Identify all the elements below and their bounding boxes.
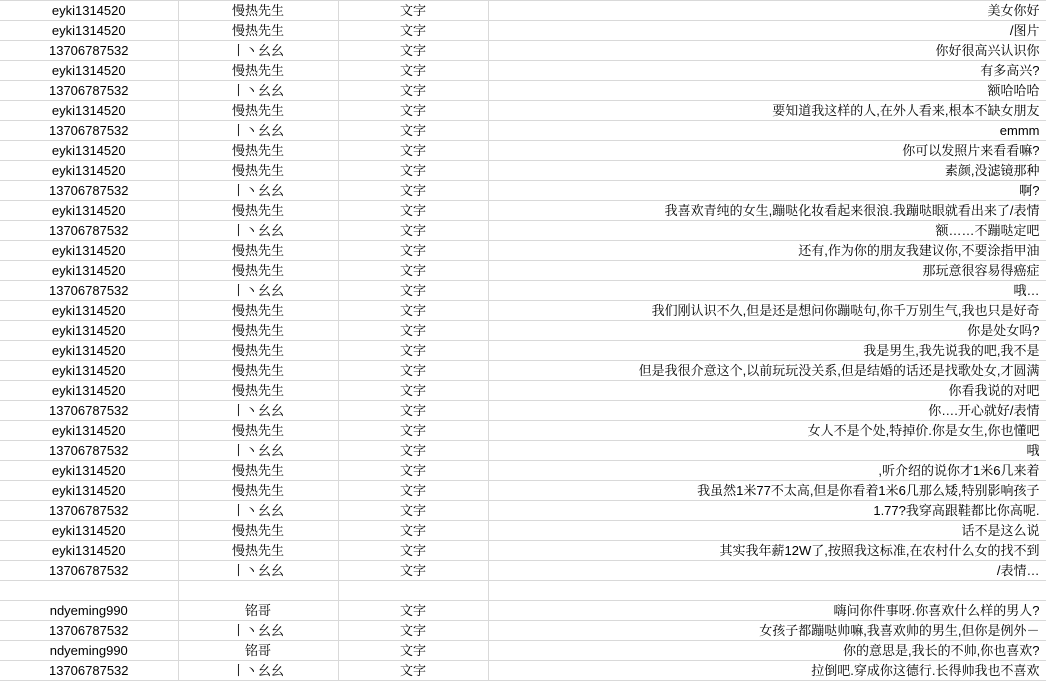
table-cell-nickname: 慢热先生 [178,61,338,81]
table-cell-message-text: emmm [488,121,1046,141]
table-cell-nickname: 慢热先生 [178,301,338,321]
table-cell-nickname: 慢热先生 [178,141,338,161]
table-cell-message-text: 你….开心就好/表情 [488,401,1046,421]
table-cell-message-type: 文字 [338,61,488,81]
table-row [0,541,1046,561]
table-row [0,41,1046,61]
table-cell-nickname: 丨丶幺幺 [178,181,338,201]
table-row [0,421,1046,441]
table-cell-account-id: 13706787532 [0,221,178,241]
table-cell-message-text: 嗨问你件事呀.你喜欢什么样的男人? [488,601,1046,621]
table-row [0,481,1046,501]
table-cell-account-id: eyki1314520 [0,1,178,21]
table-cell-account-id: eyki1314520 [0,421,178,441]
table-cell-message-type: 文字 [338,481,488,501]
table-cell-message-type: 文字 [338,281,488,301]
table-cell-message-text: 我喜欢青纯的女生,蹦哒化妆看起来很浪.我蹦哒眼就看出来了/表情 [488,201,1046,221]
table-cell-message-type: 文字 [338,601,488,621]
table-cell-nickname: 慢热先生 [178,461,338,481]
table-cell-nickname: 慢热先生 [178,381,338,401]
table-cell-message-type: 文字 [338,341,488,361]
table-cell-message-type: 文字 [338,201,488,221]
table-cell-nickname: 慢热先生 [178,261,338,281]
table-cell-account-id: eyki1314520 [0,201,178,221]
table-cell-message-type: 文字 [338,21,488,41]
table-row [0,101,1046,121]
table-cell-nickname: 慢热先生 [178,361,338,381]
table-cell-nickname: 丨丶幺幺 [178,561,338,581]
table-cell-nickname: 丨丶幺幺 [178,281,338,301]
table-cell-account-id: eyki1314520 [0,481,178,501]
table-row [0,661,1046,681]
table-cell-message-text: 素颜,没滤镜那种 [488,161,1046,181]
table-row [0,281,1046,301]
table-cell-message-type: 文字 [338,401,488,421]
table-cell-account-id: eyki1314520 [0,461,178,481]
table-cell-nickname: 慢热先生 [178,521,338,541]
table-cell-message-text: ,听介绍的说你才1米6几来着 [488,461,1046,481]
table-cell-message-text: 美女你好 [488,1,1046,21]
table-cell-nickname: 慢热先生 [178,1,338,21]
table-cell-message-type: 文字 [338,321,488,341]
table-cell-message-text: 拉倒吧.穿成你这德行.长得帅我也不喜欢 [488,661,1046,681]
table-cell-message-text: 你可以发照片来看看嘛? [488,141,1046,161]
table-cell-message-text: /表情… [488,561,1046,581]
table-cell-message-text: 我们刚认识不久,但是还是想问你蹦哒句,你千万别生气,我也只是好奇 [488,301,1046,321]
table-cell-nickname: 丨丶幺幺 [178,221,338,241]
table-cell-account-id: eyki1314520 [0,541,178,561]
table-cell-account-id: 13706787532 [0,621,178,641]
table-cell-message-type: 文字 [338,441,488,461]
table-row [0,181,1046,201]
table-cell-message-text: 我是男生,我先说我的吧,我不是 [488,341,1046,361]
table-cell-nickname: 慢热先生 [178,321,338,341]
table-row [0,201,1046,221]
table-cell-message-type: 文字 [338,381,488,401]
table-cell-account-id: eyki1314520 [0,161,178,181]
table-cell-account-id: eyki1314520 [0,521,178,541]
table-cell-message-type: 文字 [338,121,488,141]
table-cell-account-id: eyki1314520 [0,381,178,401]
table-cell-account-id: ndyeming990 [0,601,178,621]
table-row [0,141,1046,161]
table-cell-message-text: 你看我说的对吧 [488,381,1046,401]
table-cell-nickname: 丨丶幺幺 [178,121,338,141]
table-row [0,301,1046,321]
table-cell-nickname: 铭哥 [178,601,338,621]
table-cell-message-text: 你好很高兴认识你 [488,41,1046,61]
table-cell-message-text: 哦… [488,281,1046,301]
table-cell-message-type: 文字 [338,101,488,121]
table-cell-account-id: 13706787532 [0,441,178,461]
table-row [0,61,1046,81]
table-cell-account-id: 13706787532 [0,501,178,521]
table-cell-nickname: 丨丶幺幺 [178,41,338,61]
table-row [0,241,1046,261]
table-cell-message-text: 话不是这么说 [488,521,1046,541]
table-cell-message-text: 1.77?我穿高跟鞋都比你高呢. [488,501,1046,521]
table-cell-empty [178,581,338,601]
table-row [0,361,1046,381]
table-cell-nickname: 丨丶幺幺 [178,441,338,461]
table-cell-message-type: 文字 [338,561,488,581]
table-cell-message-type: 文字 [338,41,488,61]
table-cell-account-id: eyki1314520 [0,241,178,261]
table-cell-nickname: 慢热先生 [178,161,338,181]
table-row [0,601,1046,621]
table-row [0,81,1046,101]
table-cell-nickname: 丨丶幺幺 [178,661,338,681]
table-cell-account-id: 13706787532 [0,401,178,421]
table-cell-empty [338,581,488,601]
table-cell-message-type: 文字 [338,221,488,241]
table-cell-empty [488,581,1046,601]
table-cell-empty [0,581,178,601]
table-cell-message-text: 额……不蹦哒定吧 [488,221,1046,241]
table-cell-message-text: 那玩意很容易得癌症 [488,261,1046,281]
table-cell-account-id: eyki1314520 [0,21,178,41]
table-cell-nickname: 慢热先生 [178,21,338,41]
table-cell-message-type: 文字 [338,301,488,321]
table-cell-account-id: eyki1314520 [0,301,178,321]
table-cell-account-id: eyki1314520 [0,61,178,81]
table-row [0,21,1046,41]
table-cell-message-type: 文字 [338,141,488,161]
table-row [0,441,1046,461]
table-row [0,321,1046,341]
table-cell-message-text: 有多高兴? [488,61,1046,81]
table-cell-nickname: 慢热先生 [178,341,338,361]
table-cell-message-type: 文字 [338,421,488,441]
table-cell-account-id: eyki1314520 [0,321,178,341]
table-cell-message-type: 文字 [338,661,488,681]
table-row [0,621,1046,641]
table-cell-account-id: 13706787532 [0,281,178,301]
table-cell-message-text: 哦 [488,441,1046,461]
table-cell-account-id: eyki1314520 [0,261,178,281]
table-row [0,521,1046,541]
table-cell-account-id: eyki1314520 [0,361,178,381]
table-cell-message-text: 你是处女吗? [488,321,1046,341]
table-row [0,161,1046,181]
table-row [0,261,1046,281]
chat-log-body [0,1,1046,681]
table-cell-message-text: 要知道我这样的人,在外人看来,根本不缺女朋友 [488,101,1046,121]
table-cell-message-type: 文字 [338,181,488,201]
table-cell-nickname: 慢热先生 [178,201,338,221]
table-cell-message-type: 文字 [338,361,488,381]
table-cell-message-type: 文字 [338,161,488,181]
table-cell-message-text: 但是我很介意这个,以前玩玩没关系,但是结婚的话还是找歌处女,才圆满 [488,361,1046,381]
table-cell-message-type: 文字 [338,501,488,521]
table-cell-account-id: ndyeming990 [0,641,178,661]
table-cell-nickname: 丨丶幺幺 [178,401,338,421]
table-cell-message-type: 文字 [338,261,488,281]
table-row [0,1,1046,21]
table-cell-message-text: 女人不是个处,特掉价.你是女生,你也懂吧 [488,421,1046,441]
table-cell-message-text: 你的意思是,我长的不帅,你也喜欢? [488,641,1046,661]
table-row-spacer [0,581,1046,601]
table-cell-nickname: 慢热先生 [178,421,338,441]
table-cell-message-type: 文字 [338,81,488,101]
table-cell-nickname: 丨丶幺幺 [178,81,338,101]
table-row [0,501,1046,521]
table-cell-account-id: 13706787532 [0,561,178,581]
table-cell-message-type: 文字 [338,541,488,561]
table-cell-message-type: 文字 [338,1,488,21]
table-row [0,121,1046,141]
table-cell-message-text: 我虽然1米77不太高,但是你看着1米6几那么矮,特别影响孩子 [488,481,1046,501]
table-cell-account-id: 13706787532 [0,81,178,101]
table-cell-nickname: 慢热先生 [178,541,338,561]
table-cell-account-id: eyki1314520 [0,101,178,121]
table-cell-message-type: 文字 [338,521,488,541]
table-cell-message-text: 其实我年薪12W了,按照我这标准,在农村什么女的找不到 [488,541,1046,561]
table-cell-message-type: 文字 [338,621,488,641]
table-cell-message-text: 还有,作为你的朋友我建议你,不要涂指甲油 [488,241,1046,261]
table-cell-account-id: 13706787532 [0,181,178,201]
table-cell-message-text: 女孩子都蹦哒帅嘛,我喜欢帅的男生,但你是例外－ [488,621,1046,641]
table-cell-account-id: 13706787532 [0,121,178,141]
table-cell-nickname: 慢热先生 [178,241,338,261]
table-cell-account-id: 13706787532 [0,661,178,681]
table-cell-nickname: 丨丶幺幺 [178,621,338,641]
table-row [0,381,1046,401]
table-row [0,401,1046,421]
table-cell-nickname: 慢热先生 [178,481,338,501]
table-cell-message-text: 啊? [488,181,1046,201]
table-cell-message-type: 文字 [338,241,488,261]
table-row [0,561,1046,581]
table-cell-nickname: 铭哥 [178,641,338,661]
table-cell-message-text: /图片 [488,21,1046,41]
table-cell-account-id: eyki1314520 [0,341,178,361]
table-cell-message-text: 额哈哈哈 [488,81,1046,101]
table-cell-message-type: 文字 [338,641,488,661]
table-row [0,221,1046,241]
table-row [0,461,1046,481]
table-cell-account-id: eyki1314520 [0,141,178,161]
table-cell-account-id: 13706787532 [0,41,178,61]
table-cell-nickname: 丨丶幺幺 [178,501,338,521]
table-cell-message-type: 文字 [338,461,488,481]
table-row [0,341,1046,361]
table-cell-nickname: 慢热先生 [178,101,338,121]
